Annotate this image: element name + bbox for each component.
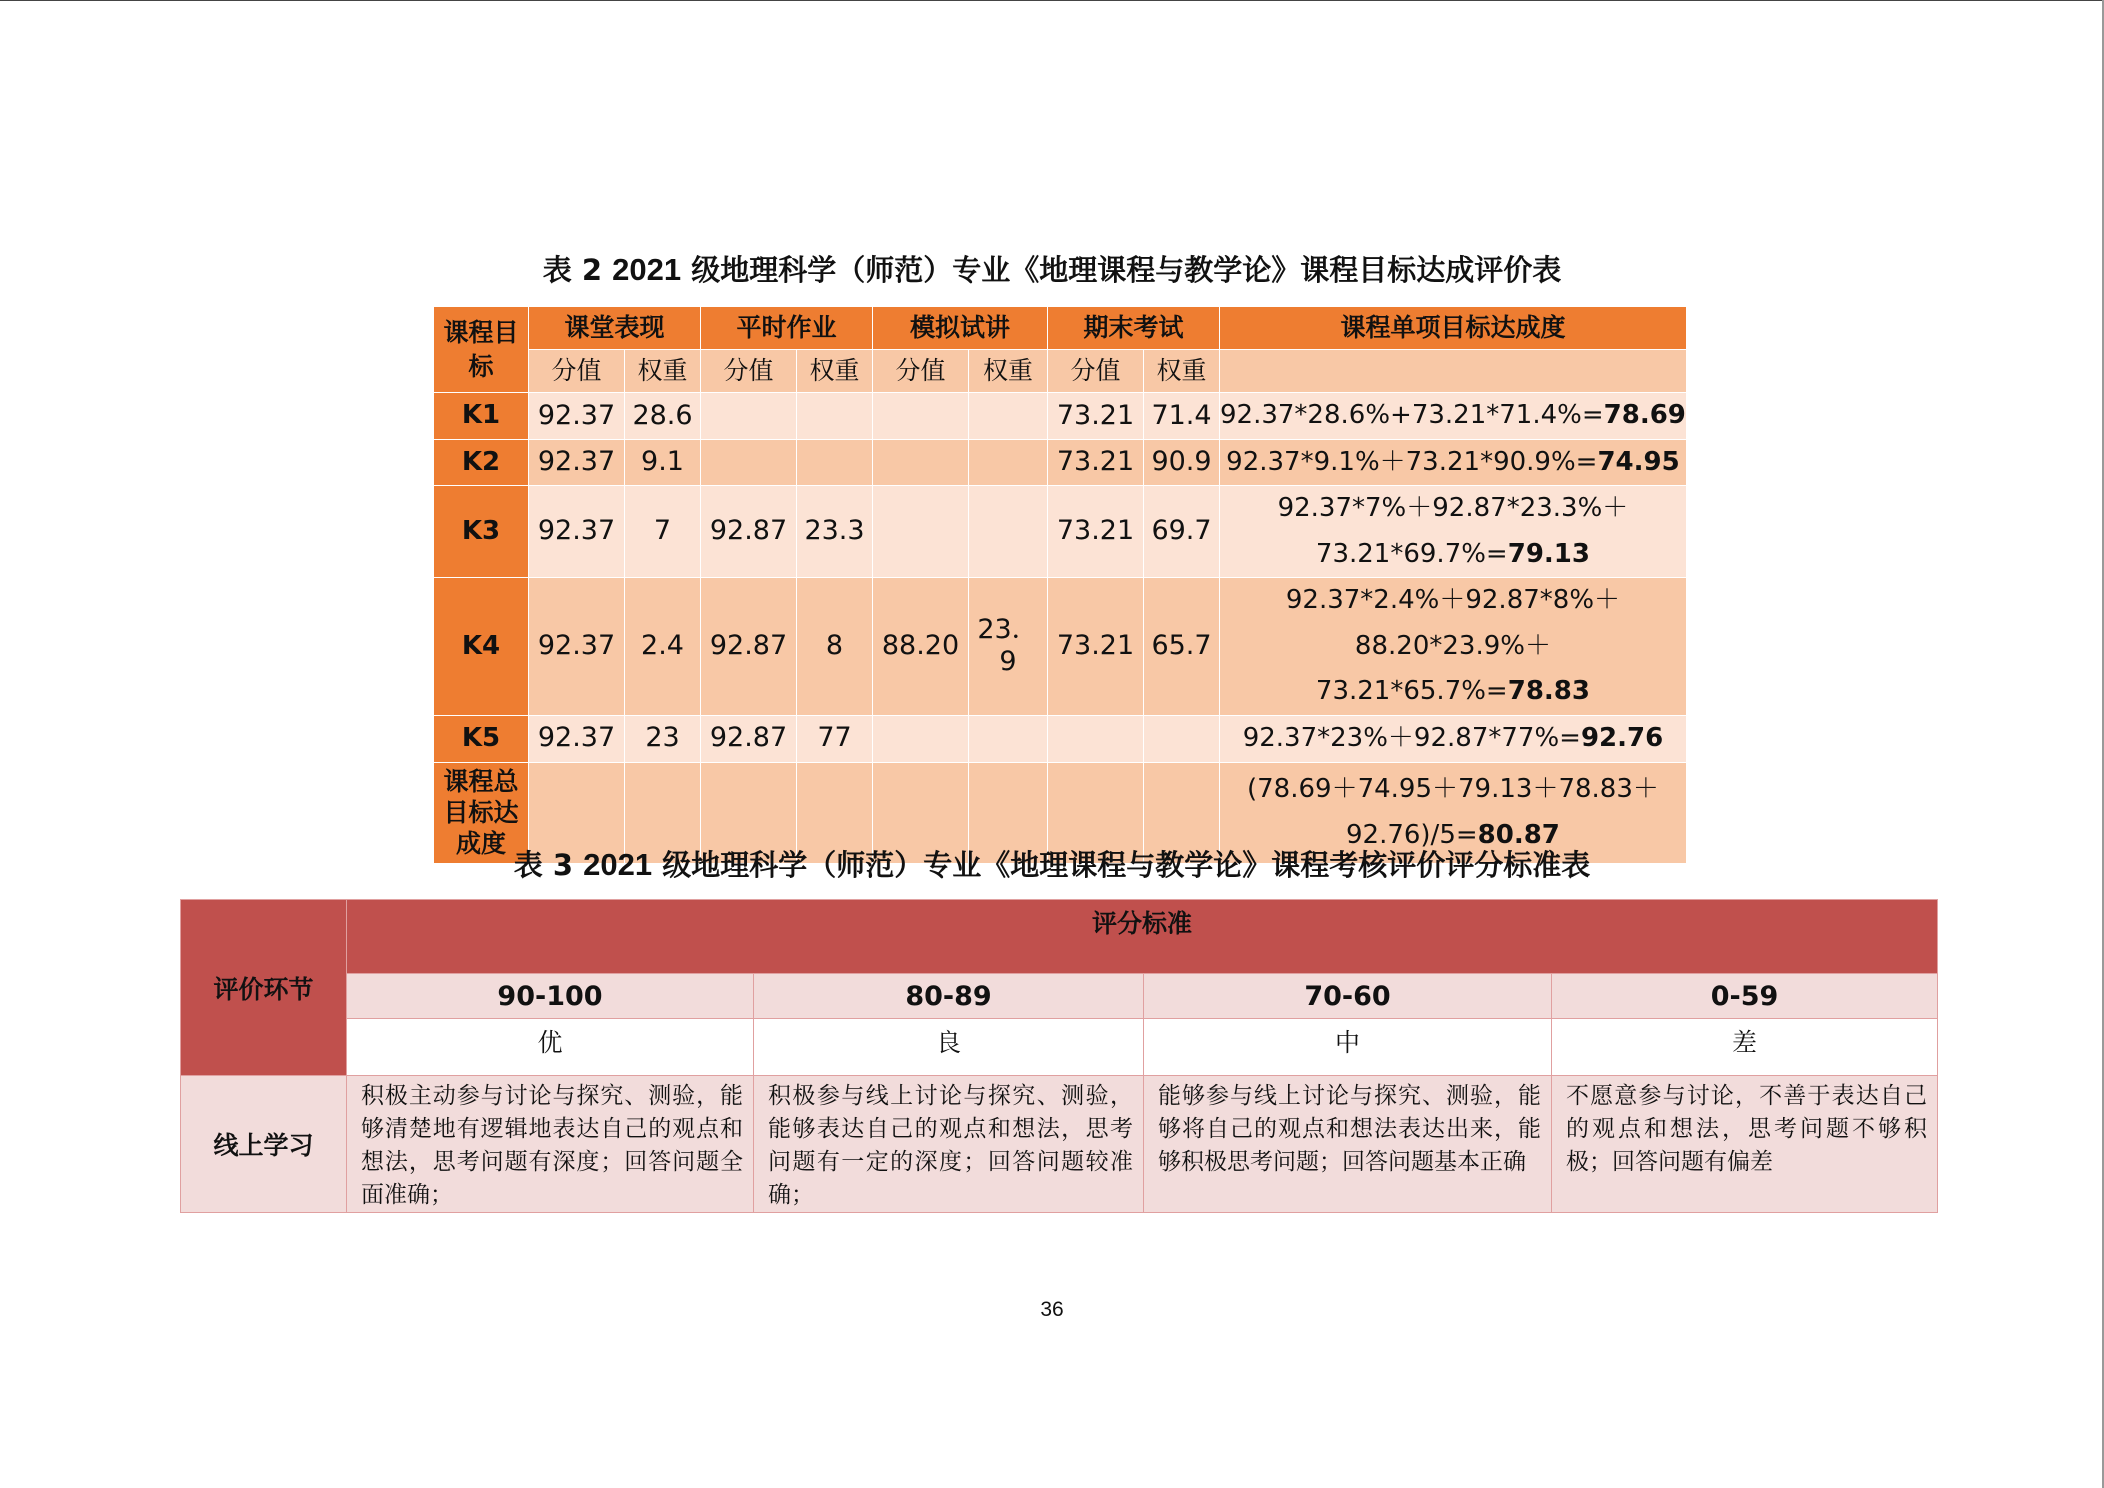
score-range: 70-60 <box>1144 974 1552 1019</box>
table3-caption <box>0 843 2104 884</box>
table-cell <box>797 439 873 486</box>
table-cell: 92.87 <box>701 715 797 762</box>
subheader-empty <box>1220 350 1687 393</box>
table-cell: 92.37 <box>529 393 625 440</box>
header-evaluation-stage: 评价环节 <box>181 900 347 1076</box>
table-cell: 77 <box>797 715 873 762</box>
criteria-description: 积极参与线上讨论与探究、测验，能够表达自己的观点和想法，思考问题有一定的深度；回答问题较准确； <box>754 1076 1144 1213</box>
header-scoring-criteria: 评分标准 <box>347 900 1938 974</box>
score-range: 0-59 <box>1552 974 1938 1019</box>
table-cell: 92.37 <box>529 439 625 486</box>
header-classroom-performance: 课堂表现 <box>529 307 701 350</box>
course-objective-achievement-table <box>433 306 1687 864</box>
table-cell <box>797 393 873 440</box>
table-row <box>434 715 1687 762</box>
table-cell: 92.87 <box>701 578 797 716</box>
table-cell: 71.4 <box>1144 393 1220 440</box>
table-cell: 92.37 <box>529 715 625 762</box>
subheader-weight: 权重 <box>1144 350 1220 393</box>
table-cell <box>1144 715 1220 762</box>
table-row <box>434 578 1687 716</box>
table-cell: 65.7 <box>1144 578 1220 716</box>
table-cell: 73.21 <box>1048 578 1144 716</box>
table-row <box>434 439 1687 486</box>
header-final-exam: 期末考试 <box>1048 307 1220 350</box>
table-row <box>434 486 1687 578</box>
grade-label: 良 <box>754 1019 1144 1076</box>
table-cell <box>873 715 969 762</box>
achievement-result: 78.69 <box>1603 400 1686 430</box>
subheader-weight: 权重 <box>797 350 873 393</box>
table2-caption-prefix: 表 2 <box>542 253 603 287</box>
objective-id: K4 <box>434 578 529 716</box>
table-cell: 73.21 <box>1048 439 1144 486</box>
header-regular-homework: 平时作业 <box>701 307 873 350</box>
objective-id: K5 <box>434 715 529 762</box>
table3-caption-year: 2021 <box>583 847 653 882</box>
table-cell <box>969 393 1048 440</box>
table-cell <box>701 439 797 486</box>
table-cell: 90.9 <box>1144 439 1220 486</box>
score-range: 90-100 <box>347 974 754 1019</box>
achievement-result: 92.76 <box>1580 722 1664 753</box>
achievement-formula: 92.37*28.6%+73.21*71.4%=78.69 <box>1220 393 1687 440</box>
score-range: 80-89 <box>754 974 1144 1019</box>
table-cell <box>701 393 797 440</box>
table-cell <box>1048 715 1144 762</box>
table-cell: 7 <box>625 486 701 578</box>
evaluation-stage: 线上学习 <box>181 1076 347 1213</box>
table-row <box>181 1076 1938 1213</box>
achievement-result: 74.95 <box>1597 446 1680 477</box>
objective-id: K1 <box>434 393 529 440</box>
table-cell <box>969 486 1048 578</box>
objective-id: K3 <box>434 486 529 578</box>
criteria-description: 能够参与线上讨论与探究、测验，能够将自己的观点和想法表达出来，能够积极思考问题；回答问题基本正确 <box>1144 1076 1552 1213</box>
total-label: 课程总 目标达 成度 <box>434 762 529 863</box>
table2-caption-year: 2021 <box>612 252 682 287</box>
subheader-score: 分值 <box>701 350 797 393</box>
table-cell: 92.37 <box>529 486 625 578</box>
header-mock-teaching: 模拟试讲 <box>873 307 1048 350</box>
table-cell: 23 <box>625 715 701 762</box>
table-cell: 8 <box>797 578 873 716</box>
table-cell <box>873 393 969 440</box>
grade-label: 中 <box>1144 1019 1552 1076</box>
table3-caption-text: 级地理科学（师范）专业《地理课程与教学论》课程考核评价评分标准表 <box>662 848 1591 882</box>
table-cell <box>969 715 1048 762</box>
achievement-formula: 92.37*7%＋92.87*23.3%＋ 73.21*69.7%=79.13 <box>1220 486 1687 578</box>
table-cell: 92.87 <box>701 486 797 578</box>
table-row <box>434 393 1687 440</box>
table-cell <box>873 439 969 486</box>
grade-label: 优 <box>347 1019 754 1076</box>
page-number: 36 <box>1040 1298 1064 1321</box>
achievement-formula: 92.37*2.4%＋92.87*8%＋ 88.20*23.9%＋73.21*65.7%=78.83 <box>1220 578 1687 716</box>
table-cell <box>873 486 969 578</box>
page-top-border <box>0 0 2104 1</box>
subheader-weight: 权重 <box>969 350 1048 393</box>
table-cell: 73.21 <box>1048 393 1144 440</box>
criteria-description: 积极主动参与讨论与探究、测验，能够清楚地有逻辑地表达自己的观点和想法，思考问题有深度；回答问题全面准确； <box>347 1076 754 1213</box>
achievement-formula: 92.37*9.1%＋73.21*90.9%=74.95 <box>1220 439 1687 486</box>
criteria-description: 不愿意参与讨论，不善于表达自己的观点和想法，思考问题不够积极；回答问题有偏差 <box>1552 1076 1938 1213</box>
grade-label: 差 <box>1552 1019 1938 1076</box>
table2-caption <box>0 248 2104 289</box>
subheader-score: 分值 <box>529 350 625 393</box>
table-cell: 73.21 <box>1048 486 1144 578</box>
header-course-objective: 课程目标 <box>434 307 529 393</box>
header-objective-achievement: 课程单项目标达成度 <box>1220 307 1687 350</box>
table-cell: 2.4 <box>625 578 701 716</box>
objective-id: K2 <box>434 439 529 486</box>
achievement-formula: 92.37*23%＋92.87*77%=92.76 <box>1220 715 1687 762</box>
total-achievement-formula: (78.69＋74.95＋79.13＋78.83＋ 92.76)/5=80.87 <box>1220 762 1687 863</box>
achievement-result: 79.13 <box>1507 538 1590 569</box>
table2-caption-text: 级地理科学（师范）专业《地理课程与教学论》课程目标达成评价表 <box>691 253 1562 287</box>
table-cell: 92.37 <box>529 578 625 716</box>
table-cell: 9.1 <box>625 439 701 486</box>
table3-caption-prefix: 表 3 <box>513 848 574 882</box>
table-cell: 23.3 <box>797 486 873 578</box>
subheader-score: 分值 <box>873 350 969 393</box>
table-cell: 23．9 <box>969 578 1048 716</box>
total-achievement-result: 80.87 <box>1477 819 1560 850</box>
subheader-weight: 权重 <box>625 350 701 393</box>
table-cell <box>969 439 1048 486</box>
table-cell: 88.20 <box>873 578 969 716</box>
table-cell: 69.7 <box>1144 486 1220 578</box>
table-cell: 28.6 <box>625 393 701 440</box>
achievement-result: 78.83 <box>1507 676 1590 706</box>
assessment-scoring-criteria-table <box>180 899 1938 1213</box>
subheader-score: 分值 <box>1048 350 1144 393</box>
